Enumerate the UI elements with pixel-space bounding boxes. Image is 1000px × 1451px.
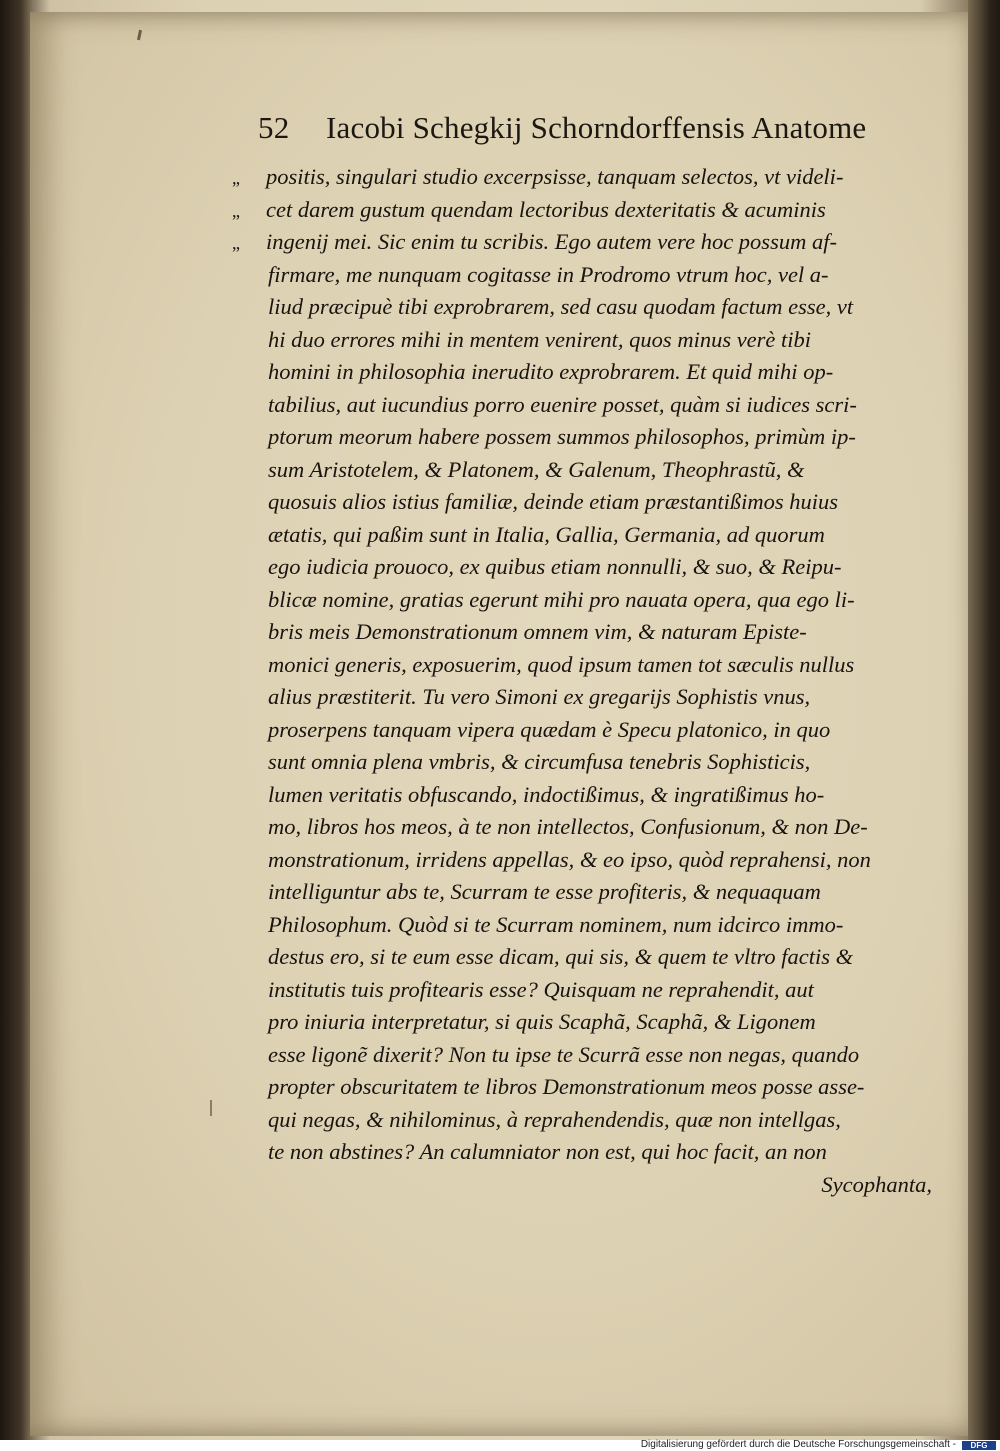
line-text: ingenij mei. Sic enim tu scribis. Ego autem vere hoc possum af- [266, 229, 837, 254]
text-line [268, 327, 811, 357]
line-text: cet darem gustum quendam lectoribus dexteritatis & acuminis [266, 196, 826, 222]
text-line [268, 944, 853, 974]
line-text: firmare, me nunquam cogitasse in Prodromo vtrum hoc, vel a- [268, 261, 829, 287]
text-line [268, 749, 810, 779]
book-spine-shadow [0, 0, 34, 1440]
line-text: monstrationum, irridens appellas, & eo ipso, quòd reprahensi, non [268, 846, 871, 872]
text-line [268, 814, 868, 844]
quotation-mark: „ [232, 200, 240, 221]
line-text: lumen veritatis obfuscando, indoctißimus, & ingratißimus ho- [268, 781, 825, 807]
text-line [268, 1107, 841, 1137]
text-line [268, 782, 824, 812]
line-text: intelliguntur abs te, Scurram te esse profiteris, & nequaquam [268, 879, 821, 904]
text-line [268, 652, 854, 682]
line-text: Philosophum. Quòd si te Scurram nominem, num idcirco immo- [268, 911, 844, 937]
text-line [268, 847, 871, 877]
line-text: homini in philosophia inerudito exprobrarem. Et quid mihi op- [268, 359, 834, 384]
line-text: institutis tuis profitearis esse? Quisquam ne reprahendit, aut [268, 976, 814, 1002]
text-line [268, 522, 825, 552]
line-text: ætatis, qui paßim sunt in Italia, Gallia, Germania, ad quorum [268, 521, 825, 547]
line-text: destus ero, si te eum esse dicam, qui sis, & quem te vltro factis & [268, 944, 854, 969]
text-line [268, 294, 853, 324]
dfg-logo: DFG [962, 1441, 996, 1450]
text-line [268, 359, 833, 389]
line-text: blicæ nomine, gratias egerunt mihi pro nauata opera, qua ego li- [268, 586, 855, 612]
running-title: Iacobi Schegkij Schorndorffensis Anatome [326, 110, 867, 145]
line-text: liud præcipuè tibi exprobrarem, sed casu quodam factum esse, vt [268, 294, 854, 319]
text-line [268, 392, 857, 422]
text-line [268, 619, 807, 649]
line-text: proserpens tanquam vipera quædam è Specu platonico, in quo [268, 716, 831, 742]
quotation-mark: „ [232, 233, 240, 253]
line-text: quosuis alios istius familiæ, deinde etiam præstantißimos huius [268, 489, 839, 514]
text-line [268, 1009, 816, 1039]
funding-credit: Digitalisierung gefördert durch die Deutsche Forschungsgemeinschaft - [640, 1439, 956, 1450]
line-text: monici generis, exposuerim, quod ipsum tamen tot sæculis nullus [268, 651, 855, 677]
text-line [268, 457, 804, 487]
text-line [232, 197, 826, 227]
text-line [268, 489, 838, 519]
line-text: sunt omnia plena vmbris, & circumfusa tenebris Sophisticis, [268, 749, 811, 774]
line-text: mo, libros hos meos, à te non intellectos, Confusionum, & non De- [268, 814, 868, 839]
digitization-footer [0, 1440, 1000, 1451]
text-line [268, 684, 810, 714]
text-line [268, 879, 821, 909]
text-line [268, 262, 829, 292]
text-line [232, 229, 837, 259]
catchword: Sycophanta, [821, 1171, 932, 1197]
text-line [268, 717, 830, 747]
text-line [268, 554, 841, 584]
line-text: te non abstines? An calumniator non est, qui hoc facit, an non [268, 1139, 827, 1164]
line-text: ego iudicia prouoco, ex quibus etiam nonnulli, & suo, & Reipu- [268, 554, 842, 579]
line-text: ptorum meorum habere possem summos philosophos, primùm ip- [268, 424, 856, 449]
text-line [232, 164, 843, 194]
line-text: pro iniuria interpretatur, si quis Scaphã, Scaphã, & Ligonem [268, 1009, 816, 1034]
text-line [268, 1139, 827, 1169]
text-line [268, 587, 855, 617]
quotation-mark: „ [232, 168, 240, 188]
pencil-mark [210, 1100, 212, 1116]
text-line [268, 977, 814, 1007]
line-text: esse ligonẽ dixerit? Non tu ipse te Scurrã esse non negas, quando [268, 1041, 860, 1067]
line-text: alius præstiterit. Tu vero Simoni ex gregarijs Sophistis vnus, [268, 684, 811, 709]
line-text: hi duo errores mihi in mentem venirent, quos minus verè tibi [268, 326, 812, 352]
page-number: 52 [258, 110, 290, 145]
running-header [258, 110, 898, 150]
line-text: qui negas, & nihilominus, à reprahendendis, quæ non intellgas, [268, 1106, 841, 1132]
text-line [268, 912, 843, 942]
text-line [268, 1074, 864, 1104]
line-text: tabilius, aut iucundius porro euenire posset, quàm si iudices scri- [268, 391, 857, 417]
line-text: positis, singulari studio excerpsisse, tanquam selectos, vt videli- [266, 164, 844, 189]
text-line [268, 1042, 859, 1072]
line-text: sum Aristotelem, & Platonem, & Galenum, Theophrastũ, & [268, 456, 805, 482]
text-line [268, 424, 856, 454]
line-text: propter obscuritatem te libros Demonstrationum meos posse asse- [268, 1074, 865, 1099]
line-text: bris meis Demonstrationum omnem vim, & naturam Episte- [268, 619, 807, 644]
page-edge-shadow [968, 0, 1000, 1440]
